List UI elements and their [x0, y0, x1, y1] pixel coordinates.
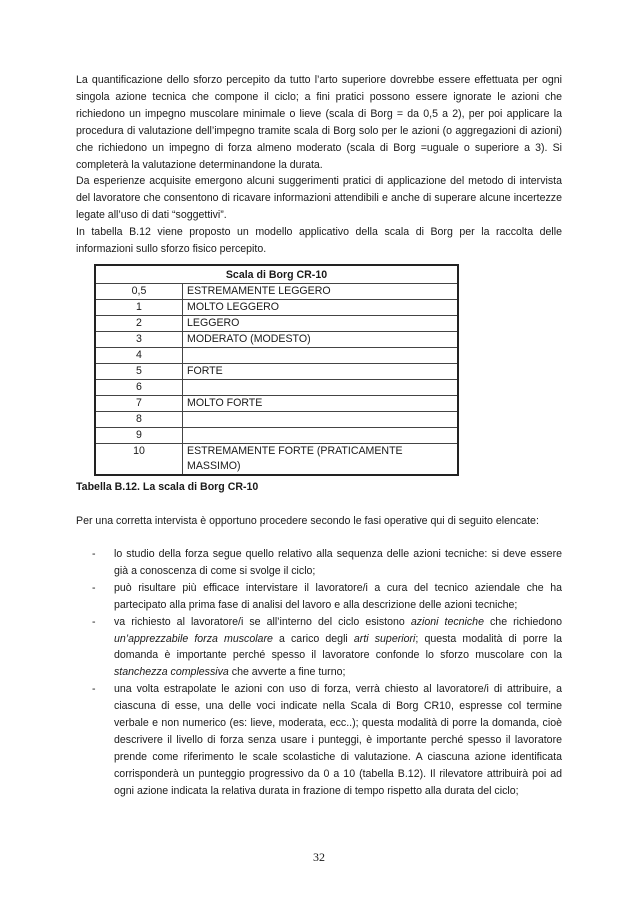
borg-value: 1	[95, 300, 183, 316]
borg-scale-table	[94, 264, 459, 476]
list-item	[76, 681, 562, 799]
list-intro: Per una corretta intervista è opportuno procedere secondo le fasi operative qui di seguito elencate:	[76, 515, 539, 527]
borg-value: 6	[95, 380, 183, 396]
list-dash: -	[92, 615, 96, 628]
borg-value: 7	[95, 396, 183, 412]
step-text: che richiedono	[483, 615, 562, 628]
page-number: 32	[313, 850, 325, 864]
table-row	[95, 364, 458, 380]
list-dash: -	[92, 683, 96, 696]
borg-label: MOLTO FORTE	[183, 396, 459, 412]
list-item	[76, 546, 562, 580]
borg-label: ESTREMAMENTE FORTE (PRATICAMENTE MASSIMO)	[183, 444, 459, 476]
step-text: che avverte a fine turno;	[228, 666, 346, 679]
table-row	[95, 444, 458, 476]
borg-label	[183, 412, 459, 428]
borg-value: 0,5	[95, 284, 183, 300]
borg-value: 2	[95, 316, 183, 332]
borg-label	[183, 428, 459, 444]
table-caption: Tabella B.12. La scala di Borg CR-10	[76, 481, 259, 493]
table-row	[95, 316, 458, 332]
borg-label: FORTE	[183, 364, 459, 380]
borg-label	[183, 380, 459, 396]
intro-paragraph-3: In tabella B.12 viene proposto un modello applicativo della scala di Borg per la raccolta delle informazioni sullo sforzo fisico percepito.	[76, 226, 562, 256]
list-dash: -	[92, 581, 96, 594]
intro-paragraph-2: Da esperienze acquisite emergono alcuni suggerimenti pratici di applicazione del metodo di intervista del lavoratore che consentono di ricavare informazioni attendibili e anche di superare alcune incertezze legate all’uso di dati “soggettivi”.	[76, 175, 562, 222]
step-text: ; questa modalità di porre la domanda è importante perché spesso il lavoratore confonde lo sforzo muscolare con la	[114, 632, 562, 662]
intro-text	[76, 72, 562, 258]
emphasis-text: un’apprezzabile forza muscolare	[114, 632, 273, 645]
step-text: va richiesto al lavoratore/i se all’interno del ciclo esistono	[114, 615, 411, 628]
step-text: una volta estrapolate le azioni con uso di forza, verrà chiesto al lavoratore/i di attribuire, a ciascuna di esse, una delle voci indicate nella Scala di Borg CR10, espresse col termine verbale e non numerico (es: lieve, moderata, ecc..); questa modalità di porre la domanda, cioè descrivere il livello di forza senza usare i punteggi, è importante perché spesso il lavoratore prende come riferimento le scale scolastiche di valutazione. A ciascuna azione identificata corrisponderà un punteggio progressivo da 0 a 10 (tabella B.12). Il rilevatore attribuirà poi ad ogni azione indicata la relativa durata in frazione di tempo rispetto alla durata del ciclo;	[114, 683, 562, 797]
borg-value: 4	[95, 348, 183, 364]
emphasis-text: stanchezza complessiva	[114, 666, 229, 679]
borg-table-title: Scala di Borg CR-10	[95, 265, 458, 284]
borg-value: 3	[95, 332, 183, 348]
operative-steps-list	[76, 546, 562, 800]
borg-label	[183, 348, 459, 364]
table-row	[95, 284, 458, 300]
intro-paragraph-1: La quantificazione dello sforzo percepito da tutto l’arto superiore dovrebbe essere effettuata per ogni singola azione tecnica che compone il ciclo; a fini pratici possono essere ignorate le azioni che richiedono un impegno muscolare minimale o lieve (scala di Borg = da 0,5 a 2), per poi applicare la procedura di valutazione dell’impegno tramite scala di Borg solo per le azioni (o aggregazioni di azioni) che richiedono un impegno di forza almeno moderato (scala di Borg =uguale o superiore a 3). Si completerà la valutazione determinandone la durata.	[76, 74, 562, 171]
table-row	[95, 348, 458, 364]
list-item	[76, 614, 562, 682]
table-row	[95, 412, 458, 428]
table-row	[95, 300, 458, 316]
borg-value: 5	[95, 364, 183, 380]
list-dash: -	[92, 548, 96, 560]
step-text: lo studio della forza segue quello relativo alla sequenza delle azioni tecniche: si deve essere già a conoscenza di come si svolge il ciclo;	[114, 548, 562, 577]
borg-label: MOLTO LEGGERO	[183, 300, 459, 316]
step-text: può risultare più efficace intervistare il lavoratore/i a cura del tecnico aziendale che ha partecipato alla prima fase di analisi del lavoro e alla descrizione delle azioni tecniche;	[114, 581, 562, 611]
borg-label: LEGGERO	[183, 316, 459, 332]
emphasis-text: azioni tecniche	[410, 615, 484, 628]
list-item	[76, 580, 562, 614]
table-row	[95, 332, 458, 348]
borg-label: ESTREMAMENTE LEGGERO	[183, 284, 459, 300]
borg-value: 10	[95, 444, 183, 476]
step-text: a carico degli	[272, 632, 354, 645]
table-row	[95, 428, 458, 444]
borg-label: MODERATO (MODESTO)	[183, 332, 459, 348]
borg-value: 8	[95, 412, 183, 428]
table-row	[95, 396, 458, 412]
borg-value: 9	[95, 428, 183, 444]
table-row	[95, 380, 458, 396]
emphasis-text: arti superiori	[353, 632, 416, 645]
